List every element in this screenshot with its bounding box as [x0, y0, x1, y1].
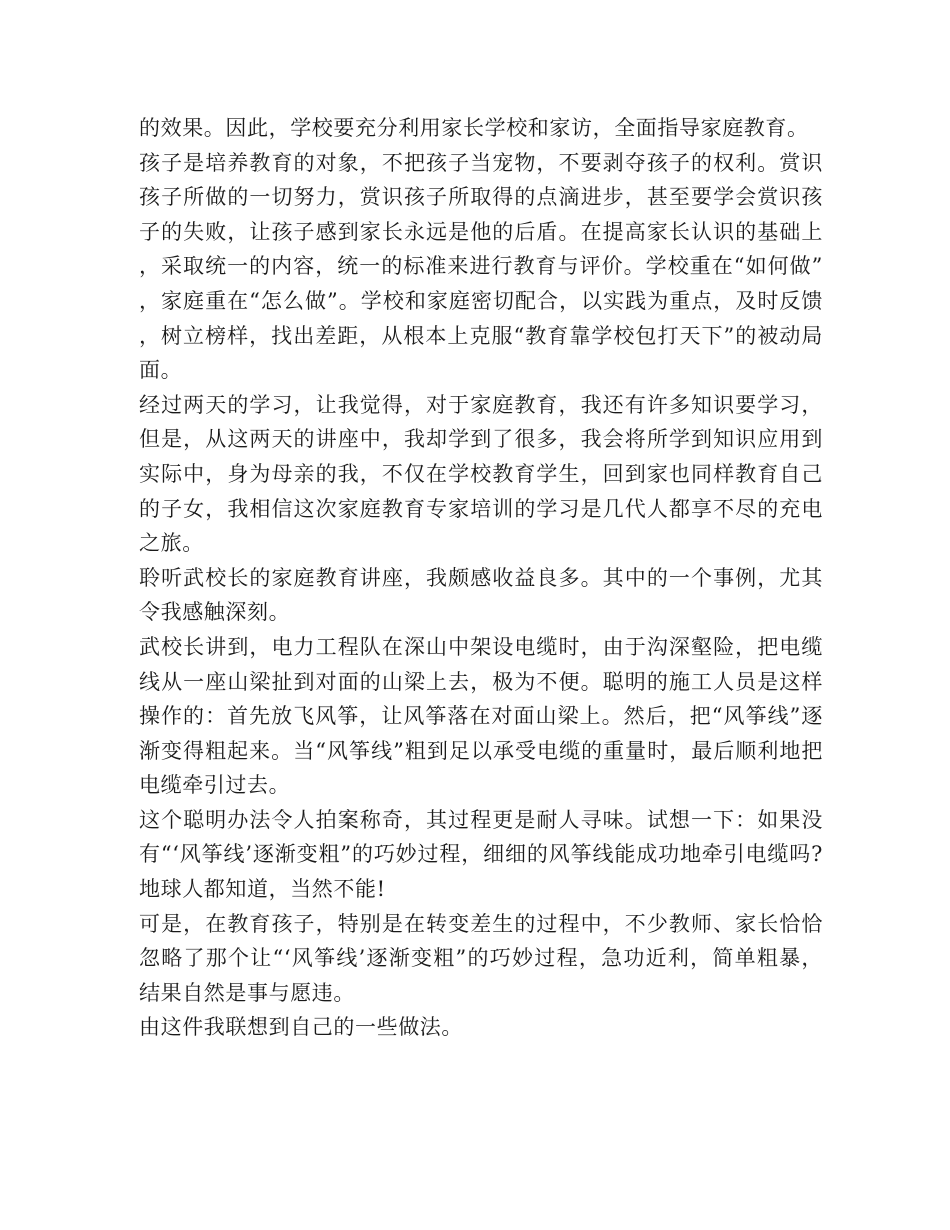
paragraph-3: 经过两天的学习，让我觉得，对于家庭教育，我还有许多知识要学习，但是，从这两天的讲座中，我却学到了很多，我会将所学到知识应用到实际中，身为母亲的我，不仅在学校教育学生，回到家也同样教育自己的子女，我相信这次家庭教育专家培训的学习是几代人都享不尽的充电之旅。 — [139, 392, 823, 556]
paragraph-1: 的效果。因此，学校要充分利用家长学校和家访，全面指导家庭教育。 — [139, 116, 809, 140]
paragraph-8: 由这件我联想到自己的一些做法。 — [139, 1015, 463, 1040]
paragraph-6: 这个聪明办法令人拍案称奇，其过程更是耐人寻味。试想一下：如果没有“‘风筝线’逐渐变粗”的巧妙过程，细细的风筝线能成功地牵引电缆吗?地球人都知道，当然不能! — [139, 807, 823, 902]
paragraph-4: 聆听武校长的家庭教育讲座，我颇感收益良多。其中的一个事例，尤其令我感触深刻。 — [139, 565, 823, 625]
paragraph-2: 孩子是培养教育的对象，不把孩子当宠物，不要剥夺孩子的权利。赏识孩子所做的一切努力，赏识孩子所取得的点滴进步，甚至要学会赏识孩子的失败，让孩子感到家长永远是他的后盾。在提高家长认识的基础上，采取统一的内容，统一的标准来进行教育与评价。学校重在“如何做”，家庭重在“怎么做”。学校和家庭密切配合，以实践为重点，及时反馈，树立榜样，找出差距，从根本上克服“教育靠学校包打天下”的被动局面。 — [139, 150, 823, 383]
paragraph-7: 可是，在教育孩子，特别是在转变差生的过程中，不少教师、家长恰恰忽略了那个让“‘风筝线’逐渐变粗”的巧妙过程，急功近利，简单粗暴，结果自然是事与愿违。 — [139, 911, 823, 1005]
document-body — [139, 111, 823, 1045]
paragraph-5: 武校长讲到，电力工程队在深山中架设电缆时，由于沟深壑险，把电缆线从一座山梁扯到对面的山梁上去，极为不便。聪明的施工人员是这样操作的：首先放飞风筝，让风筝落在对面山梁上。然后，把“风筝线”逐渐变得粗起来。当“风筝线”粗到足以承受电缆的重量时，最后顺利地把电缆牵引过去。 — [139, 634, 823, 798]
